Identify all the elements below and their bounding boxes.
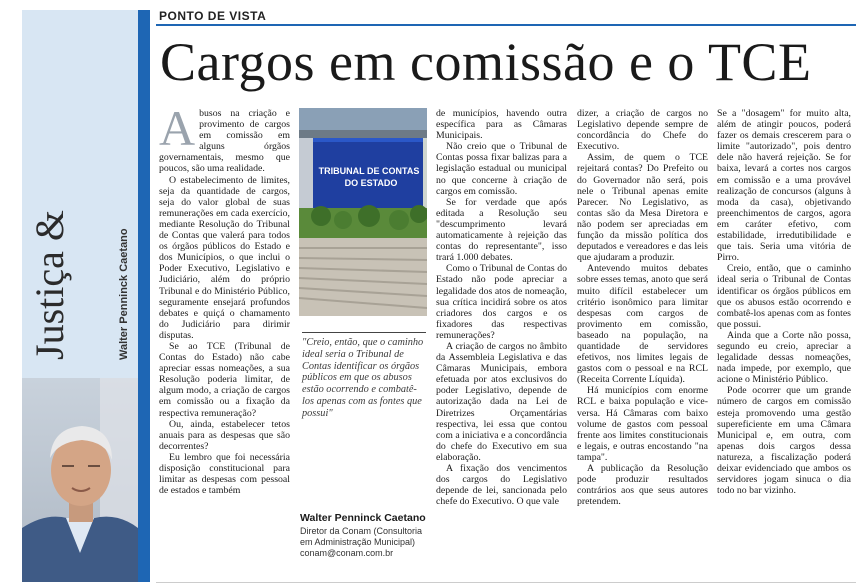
paragraph: Ainda que a Corte não possa, segundo eu creio, apreciar a legalidade dessas nomeações, nada impede, por exemplo, que acione o Ministério Público. [717, 329, 851, 386]
paragraph: O estabelecimento de limites, seja da quantidade de cargos, seja do valor global de suas remunerações em cada exercício, mediante Resolução do Tribunal de Contas que valerá para todos os órgãos públicos do Estado e dos Municípios, o que inclui o Poder Executivo, Legislativo e Judiciário, além do próprio Tribunal e do Ministério Público, seguramente ensejará profundos debates e quiçá o chamamento do Judiciário para dirimir disputas. [159, 174, 290, 341]
paragraph: Se ao TCE (Tribunal de Contas do Estado) não cabe apreciar essas nomeações, a sua Resolução poderia limitar, de algum modo, a criação de cargos em comissão ou a fixação da respectiva remuneração? [159, 340, 290, 419]
paragraph: Ou, ainda, estabelecer tetos anuais para as despesas que são decorrentes? [159, 418, 290, 452]
paragraph: dizer, a criação de cargos no Legislativo depende sempre de concordância do Chefe do Executivo. [577, 108, 708, 153]
paragraph: de municípios, havendo outra específica para as Câmaras Municipais. [436, 108, 567, 142]
paragraph: Como o Tribunal de Contas do Estado não pode apreciar a legalidade dos atos de nomeação, sua crítica incidirá sobre os atos criadores dos cargos e os fixadores das respectivas remunerações? [436, 263, 567, 341]
paragraph: Eu lembro que foi necessária disposição constitucional para limitar as despesas com pessoal de estados e também [159, 451, 290, 497]
article-column-5 [717, 108, 851, 578]
accent-stripe [138, 10, 150, 582]
paragraph: Pode ocorrer que um grande número de cargos em comissão esteja promovendo uma gestão supereficiente em uma Câmara Municipal e, em outra, com apenas dois cargos dessa natureza, a fiscalização poderá deixar evidenciado que ambos os servidores jogam sinuca o dia todo no bar vizinho. [717, 385, 851, 497]
byline-role-2: em Administração Municipal) [300, 537, 416, 547]
kicker-rule [156, 24, 856, 26]
paragraph: Assim, de quem o TCE rejeitará contas? Do Prefeito ou do Governador não será, pois nele o Tribunal apenas emite Parecer. No Legislativo, as contas são da Mesa Diretora e não podem ser apreciadas em função da missão política dos deputados e vereadores e das leis que ajudaram a produzir. [577, 152, 708, 264]
paragraph: A criação de cargos no âmbito da Assembleia Legislativa e das Câmaras Municipais, embora efetuada por atos exclusivos do poder Legislativo, depende de autorização dada na Lei de Diretrizes Orçamentárias respectiva, lei essa que contou com a iniciativa e a concordância do chefe do Executivo em sua elaboração. [436, 340, 567, 463]
byline-name: Walter Penninck Caetano [300, 512, 426, 524]
byline [300, 512, 430, 559]
drop-cap: A [159, 100, 196, 156]
paragraph: Não creio que o Tribunal de Contas possa fixar balizas para a legislação estadual ou municipal no que concerne à criação de cargos em comissão. [436, 141, 567, 197]
paragraph: A fixação dos vencimentos dos cargos do Legislativo depende de lei, sancionada pelo chefe do Executivo. O que vale [436, 463, 567, 508]
section-kicker: PONTO DE VISTA [159, 9, 267, 23]
paragraph: Antevendo muitos debates sobre esses temas, anoto que será muito difícil estabelecer um critério isonômico para limitar despesas com cargos de provimento em comissão, baseado na população, na quantidade de servidores efetivos, nos limites legais de gastos com o pessoal e na RCL (Receita Corrente Líquida). [577, 263, 708, 386]
paragraph: Creio, então, que o caminho ideal seria o Tribunal de Contas identificar os órgãos públicos em que os abusos estão ocorrendo e combatê-los apenas com as fontes que possui. [717, 263, 851, 330]
sign-line-2: DO ESTADO [344, 178, 398, 188]
article-column-3 [436, 108, 567, 578]
column-author: Walter Penninck Caetano [118, 228, 130, 360]
tce-building-photo [299, 108, 427, 316]
paragraph: Há municípios com enorme RCL e baixa população e vice-versa. Há Câmaras com baixo volume de gastos com pessoal frente aos limites constitucionais e legais, e outras encostando "na tampa". [577, 385, 708, 463]
paragraph: Abusos na criação e provimento de cargos em comissão em alguns órgãos governamentais, mesmo que poucos, são uma realidade. [159, 100, 290, 175]
paragraph: A publicação da Resolução pode produzir resultados contrários aos que seus autores pretendem. [577, 463, 708, 508]
author-portrait [22, 378, 138, 582]
article-headline: Cargos em comissão e o TCE [160, 32, 812, 92]
byline-role-1: Diretor da Conam (Consultoria [300, 526, 423, 536]
byline-email[interactable]: conam@conam.com.br [300, 548, 394, 558]
column-name: Justiça & [27, 210, 72, 360]
paragraph: Se for verdade que após editada a Resolução seu "descumprimento levará automaticamente à rejeição das contas do representante", isso trará 1.000 debates. [436, 196, 567, 264]
paragraph: Se a "dosagem" for muito alta, além de atingir poucos, poderá fazer os demais crescerem para o limite "autorizado", pois dentro dele não haverá rejeição. Se for baixa, levará a cortes nos cargos em comissão e a uma provável realização de concursos (alguns à moda da casa), objetivando preenchimentos de cargos, agora em caráter efetivo, com estabilidade, irredutibilidade e que tais. Seria uma vitória de Pirro. [717, 108, 851, 264]
article-column-4 [577, 108, 708, 578]
pull-quote: "Creio, então, que o caminho ideal seria o Tribunal de Contas identificar os órgãos públicos em que os abusos estão ocorrendo e combatê-los apenas com as fontes que possui" [302, 332, 426, 420]
article-column-1 [159, 100, 290, 578]
sign-line-1: TRIBUNAL DE CONTAS [318, 166, 420, 176]
bottom-rule [156, 582, 856, 583]
